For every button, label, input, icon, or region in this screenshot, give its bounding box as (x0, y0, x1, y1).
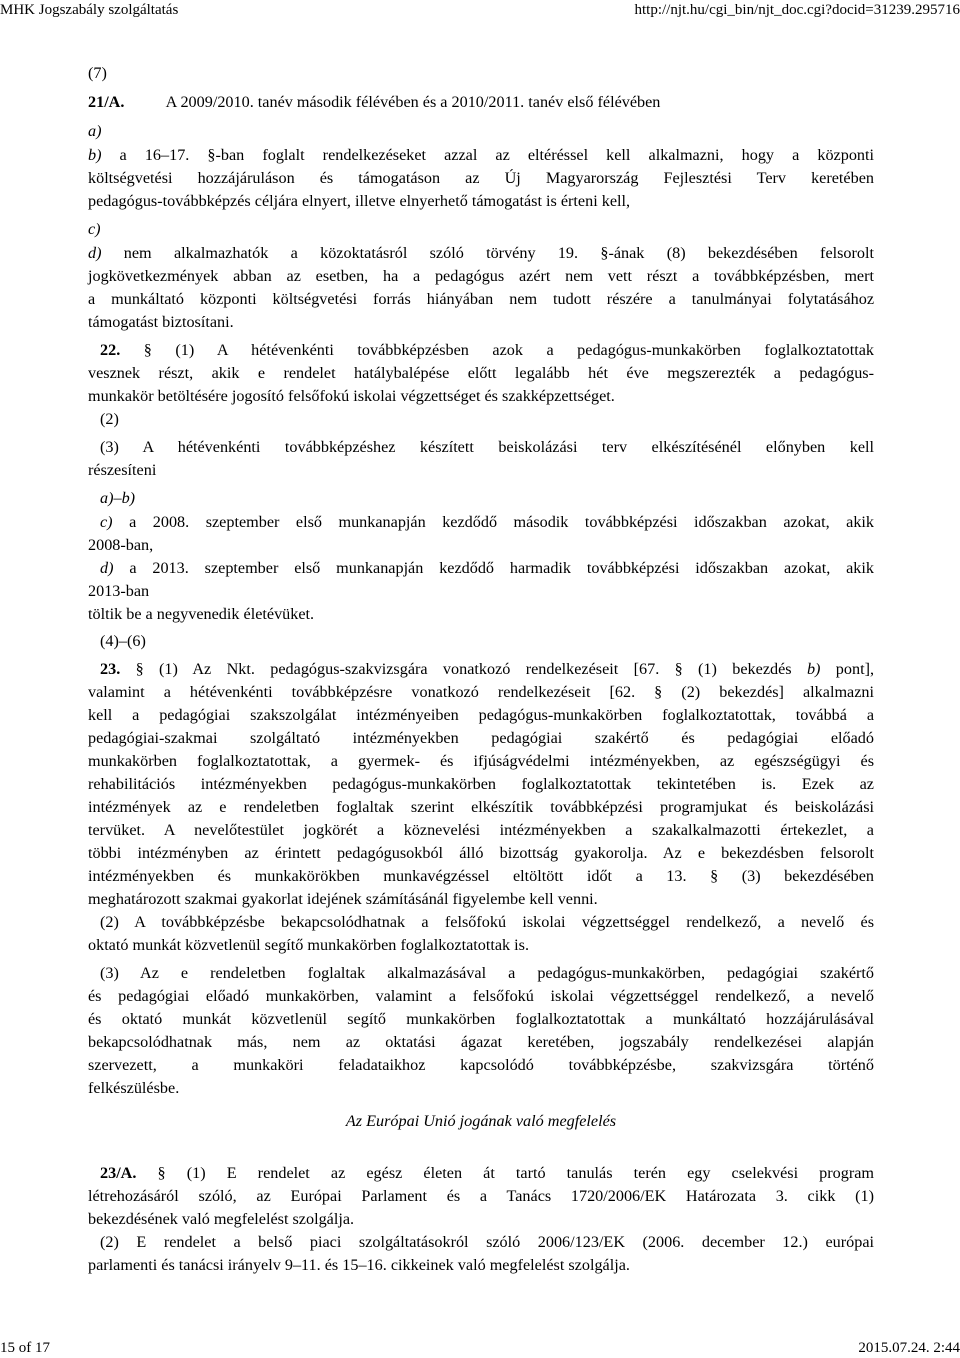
paragraph-line: szervezett, a munkaköri feladataikhoz kapcsolódó továbbképzésbe, szakvizsgára történő (88, 1056, 874, 1074)
line-text: § (1) E rendelet az egész életen át tartó tanulás terén egy cselekvési program (157, 1164, 875, 1182)
line-text: § (1) A hétévenkénti továbbképzésben azok a pedagógus-munkakörben foglalkoztatottak (120, 341, 874, 359)
paragraph-line: pedagógiai-szakmai szolgáltató intézményekben pedagógiai szakértő és pedagógiai előadó (88, 729, 874, 747)
subheading: Az Európai Unió jogának való megfelelés (345, 1112, 617, 1130)
paragraph-line (100, 558, 874, 578)
page-footer-page-number: 15 of 17 (0, 1340, 50, 1356)
paragraph-line (100, 340, 874, 360)
section-text: A 2009/2010. tanév második félévében és a 2010/2011. tanév első félévében (165, 93, 661, 111)
paragraph-line: parlamenti és tanácsi irányelv 9–11. és 15–16. cikkeinek való megfelelést szolgálja. (88, 1256, 630, 1274)
paragraph-line: c) (88, 220, 101, 238)
section-number: 23/A. (100, 1164, 137, 1182)
paragraph-line: a) (88, 122, 102, 140)
paragraph-line: (7) (88, 64, 107, 82)
paragraph-line: 2008-ban, (88, 536, 154, 554)
paragraph-line (100, 659, 874, 679)
paragraph-line: (3) Az e rendeletben foglaltak alkalmazásával a pedagógus-munkakörben, pedagógiai szakértő (100, 964, 874, 982)
paragraph-line: pedagógus-továbbképzés céljára elnyert, illetve elnyerhető támogatást is érteni kell, (88, 192, 631, 210)
paragraph-line: intézmények az e rendeletben foglaltak szerint elkészítik továbbképzési programjukat és beiskolázási (88, 798, 874, 816)
point-label: c) (100, 513, 113, 531)
paragraph-line: intézményekben és munkakörökben munkavégzéssel eltöltött időt a 13. § (3) bekezdésében (88, 867, 874, 885)
paragraph-line: részesíteni (88, 461, 157, 479)
section-number: 22. (100, 341, 121, 359)
paragraph-line (88, 243, 874, 263)
paragraph-line: létrehozásáról szóló, az Európai Parlament és a Tanács 1720/2006/EK Határozata 3. cikk (1) (88, 1187, 874, 1205)
line-text: a 16–17. §-ban foglalt rendelkezéseket azzal az eltéréssel kell alkalmazni, hogy a központi (101, 146, 874, 164)
paragraph-line: felkészülésbe. (88, 1079, 180, 1097)
point-label: d) (100, 559, 114, 577)
point-label: d) (88, 244, 102, 262)
section-number: 23. (100, 660, 121, 678)
paragraph-line: töltik be a negyvenedik életévüket. (88, 605, 315, 623)
section-number: 21/A. (88, 93, 125, 111)
paragraph-line: rehabilitációs intézményekben pedagógus-munkakörben foglalkoztatottak tekintetében is. Ezek az (88, 775, 874, 793)
paragraph-line: (2) E rendelet a belső piaci szolgáltatásokról szóló 2006/123/EK (2006. december 12.) európai (100, 1233, 874, 1251)
page-header-title: MHK Jogszabály szolgáltatás (0, 2, 179, 18)
paragraph-line: meghatározott szakmai gyakorlat idejének számításánál figyelembe kell venni. (88, 890, 598, 908)
paragraph-line: többi intézményben az érintett pedagógusokból álló bizottság gyakorolja. Az e bekezdésben felsorolt (88, 844, 874, 862)
paragraph-line: (3) A hétévenkénti továbbképzéshez készített beiskolázási terv elkészítésénél előnyben kell (100, 438, 874, 456)
paragraph-line: oktató munkát közvetlenül segítő munkakörben foglalkoztatottak is. (88, 936, 530, 954)
paragraph-line: költségvetési hozzájáruláson és támogatáson az Új Magyarország Fejlesztési Terv keretében (88, 169, 874, 187)
page-header-url: http://njt.hu/cgi_bin/njt_doc.cgi?docid=31239.295716 (634, 2, 960, 18)
paragraph-line: támogatást biztosítani. (88, 313, 234, 331)
paragraph-line: a)–b) (100, 489, 136, 507)
paragraph-line: (4)–(6) (100, 632, 146, 650)
paragraph-line: valamint a hétévenkénti továbbképzésre vonatkozó rendelkezéseit [62. § (2) bekezdés] alkalmazni (88, 683, 874, 701)
paragraph-line: (2) A továbbképzésbe bekapcsolódhatnak a felsőfokú iskolai végzettséggel rendelkező, a nevelő és (100, 913, 874, 931)
paragraph-line: (2) (100, 410, 119, 428)
line-text: a 2008. szeptember első munkanapján kezdődő második továbbképzési időszakban azokat, akik (112, 513, 874, 531)
page-footer-timestamp: 2015.07.24. 2:44 (858, 1340, 960, 1356)
paragraph-line: kell a pedagógiai szakszolgálat intézményeiben pedagógus-munkakörben foglalkoztatottak, továbbá a (88, 706, 874, 724)
line-text: § (1) Az Nkt. pedagógus-szakvizsgára vonatkozó rendelkezéseit [67. § (1) bekezdés (120, 660, 807, 678)
line-text: a 2013. szeptember első munkanapján kezdődő harmadik továbbképzési időszakban azokat, akik (113, 559, 874, 577)
point-label: b) (88, 146, 102, 164)
line-text: pont], (820, 660, 875, 678)
paragraph-line: tervüket. A nevelőtestület jogkörét a köznevelési intézményekben a szakalkalmazotti értekezlet, a (88, 821, 874, 839)
paragraph-line: bekezdésének való megfelelést szolgálja. (88, 1210, 355, 1228)
paragraph-line: vesznek részt, akik e rendelet hatálybalépése előtt legalább hét éve megszerezték a pedagógus- (88, 364, 874, 382)
paragraph-line (88, 145, 874, 165)
paragraph-line: bekapcsolódhatnak más, nem az oktatási ágazat keretében, jogszabály rendelkezései alapján (88, 1033, 874, 1051)
line-text: nem alkalmazhatók a közoktatásról szóló törvény 19. §-ának (8) bekezdésében felsorolt (101, 244, 874, 262)
section-heading-line (88, 92, 874, 112)
paragraph-line (100, 512, 874, 532)
paragraph-line: munkakör betöltésére jogosító felsőfokú iskolai végzettséget és szakképzettséget. (88, 387, 615, 405)
paragraph-line: a munkáltató központi költségvetési forrás hiányában nem tudott részére a tanulmányai folytatásához (88, 290, 874, 308)
paragraph-line: és pedagógiai előadó munkakörben, valamint a felsőfokú iskolai végzettséggel rendelkező, a nevelő (88, 987, 874, 1005)
point-label: b) (806, 660, 821, 678)
paragraph-line: munkakörben foglalkoztatottak, a gyermek- és ifjúságvédelmi intézményekben, az egészségügyi és (88, 752, 874, 770)
paragraph-line: jogkövetkezmények abban az esetben, ha a pedagógus azért nem vett részt a továbbképzésben, mert (88, 267, 874, 285)
paragraph-line: és oktató munkát közvetlenül segítő munkakörben foglalkoztatottak a munkáltató hozzájárulásával (88, 1010, 874, 1028)
paragraph-line: 2013-ban (88, 582, 150, 600)
section-heading-line (100, 1163, 874, 1183)
